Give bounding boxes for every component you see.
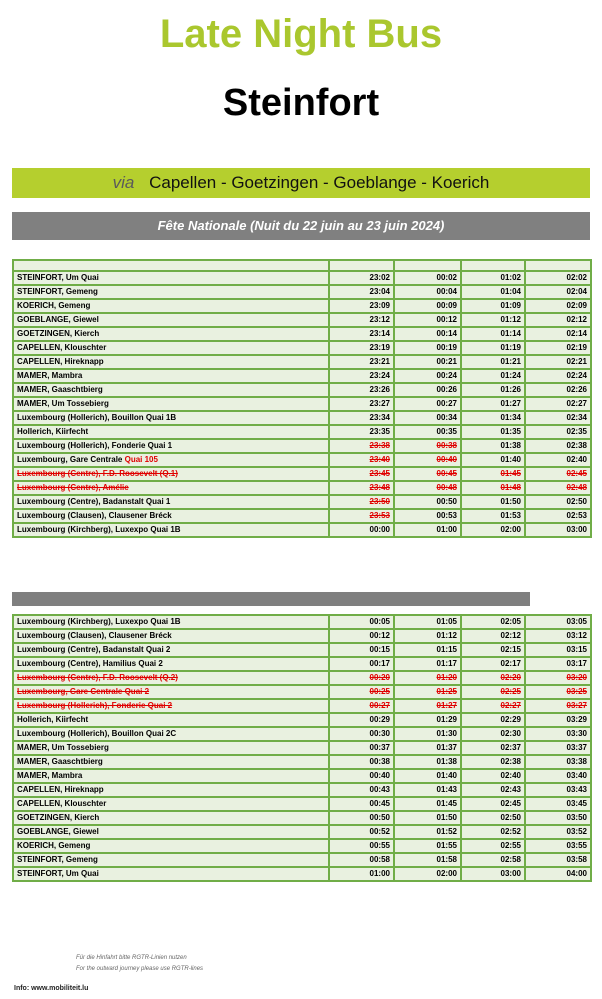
departure-time: 02:21 [525,355,591,369]
departure-time: 00:48 [394,481,461,495]
departure-time: 00:50 [329,811,394,825]
departure-time: 02:38 [461,755,525,769]
stop-name [13,769,329,783]
departure-time: 00:04 [394,285,461,299]
stop-label: KOERICH, Gemeng [17,301,91,310]
header-cell [329,260,394,271]
departure-time: 02:40 [461,769,525,783]
table-row [13,467,591,481]
footnote-de: Für die Hinfahrt bitte RGTR-Linien nutzen [76,955,187,961]
stop-label: Hollerich, Kiirfecht [17,427,89,436]
departure-time: 23:04 [329,285,394,299]
departure-time: 02:24 [525,369,591,383]
stop-name [13,481,329,495]
stop-label: CAPELLEN, Hireknapp [17,357,104,366]
departure-time: 23:50 [329,495,394,509]
stop-label: Luxembourg (Centre), Hamilius Quai 2 [17,659,163,668]
departure-time: 02:05 [461,615,525,629]
departure-time: 00:00 [329,523,394,537]
departure-time: 23:02 [329,271,394,285]
departure-time: 00:30 [329,727,394,741]
stop-name [13,643,329,657]
table-row [13,355,591,369]
departure-time: 03:58 [525,853,591,867]
via-label: via [112,173,135,192]
stop-label: Luxembourg (Hollerich), Bouillon Quai 2C [17,729,177,738]
table-row [13,327,591,341]
stop-label: MAMER, Mambra [17,371,83,380]
departure-time: 23:24 [329,369,394,383]
departure-time: 02:48 [525,481,591,495]
departure-time: 00:38 [329,755,394,769]
departure-time: 02:00 [394,867,461,881]
stop-label: Luxembourg (Clausen), Clausener Bréck [17,631,172,640]
departure-time: 02:00 [461,523,525,537]
departure-time: 00:09 [394,299,461,313]
departure-time: 23:45 [329,467,394,481]
stop-label: Hollerich, Kiirfecht [17,715,89,724]
departure-time: 23:40 [329,453,394,467]
stop-name [13,439,329,453]
table-row [13,769,591,783]
departure-time: 00:20 [329,671,394,685]
table-row [13,523,591,537]
stop-name [13,811,329,825]
departure-time: 01:38 [394,755,461,769]
departure-time: 02:19 [525,341,591,355]
table-row [13,825,591,839]
departure-time: 03:27 [525,699,591,713]
departure-time: 01:20 [394,671,461,685]
departure-time: 03:52 [525,825,591,839]
stop-label: CAPELLEN, Hireknapp [17,785,104,794]
departure-time: 01:37 [394,741,461,755]
departure-time: 01:30 [394,727,461,741]
departure-time: 02:50 [525,495,591,509]
departure-time: 00:02 [394,271,461,285]
departure-time: 02:26 [525,383,591,397]
stop-label: MAMER, Mambra [17,771,83,780]
departure-time: 01:58 [394,853,461,867]
departure-time: 00:21 [394,355,461,369]
departure-time: 00:26 [394,383,461,397]
departure-time: 01:09 [461,299,525,313]
departure-time: 02:53 [525,509,591,523]
table-row [13,313,591,327]
table-row [13,699,591,713]
table-header-row [13,260,591,271]
table-row [13,271,591,285]
stop-name [13,671,329,685]
departure-time: 02:45 [461,797,525,811]
table-row [13,755,591,769]
departure-time: 01:48 [461,481,525,495]
stop-name [13,467,329,481]
departure-time: 04:00 [525,867,591,881]
stop-name [13,411,329,425]
stop-name [13,369,329,383]
table-row [13,341,591,355]
footnote-en: For the outward journey please use RGTR-lines [76,966,204,972]
stop-label: Luxembourg (Kirchberg), Luxexpo Quai 1B [17,617,181,626]
departure-time: 02:58 [461,853,525,867]
departure-time: 01:00 [329,867,394,881]
departure-time: 03:37 [525,741,591,755]
stop-name [13,825,329,839]
stop-label: STEINFORT, Gemeng [17,855,98,864]
stop-label: Luxembourg (Hollerich), Fonderie Quai 2 [17,701,173,710]
table-row [13,369,591,383]
stop-name [13,425,329,439]
info-link[interactable]: Info: www.mobiliteit.lu [14,985,89,992]
departure-time: 01:40 [394,769,461,783]
stop-name [13,657,329,671]
departure-time: 00:55 [329,839,394,853]
stop-label: Luxembourg (Centre), Amélie [17,483,129,492]
departure-time: 01:12 [394,629,461,643]
stop-name [13,285,329,299]
departure-time: 01:27 [394,699,461,713]
table-row [13,397,591,411]
stop-label: GOEBLANGE, Giewel [17,315,99,324]
departure-time: 00:25 [329,685,394,699]
stop-label: MAMER, Gaaschtbierg [17,757,103,766]
departure-time: 02:09 [525,299,591,313]
table-row [13,383,591,397]
departure-time: 23:38 [329,439,394,453]
stop-name [13,839,329,853]
departure-time: 03:20 [525,671,591,685]
stop-name [13,341,329,355]
stop-label: Luxembourg (Hollerich), Fonderie Quai 1 [17,441,173,450]
stop-name [13,495,329,509]
stop-name [13,453,329,467]
departure-time: 23:12 [329,313,394,327]
departure-time: 01:29 [394,713,461,727]
table-row [13,657,591,671]
departure-time: 01:50 [394,811,461,825]
departure-time: 02:50 [461,811,525,825]
stop-name [13,727,329,741]
stop-label: STEINFORT, Um Quai [17,273,99,282]
stop-label: GOETZINGEN, Kierch [17,813,100,822]
stop-label: MAMER, Um Tossebierg [17,399,109,408]
departure-time: 02:38 [525,439,591,453]
departure-time: 01:04 [461,285,525,299]
departure-time: 00:52 [329,825,394,839]
departure-time: 02:45 [525,467,591,481]
departure-time: 23:26 [329,383,394,397]
stop-name [13,853,329,867]
table-row [13,615,591,629]
departure-time: 01:05 [394,615,461,629]
departure-time: 02:55 [461,839,525,853]
departure-time: 00:05 [329,615,394,629]
departure-time: 02:20 [461,671,525,685]
departure-time: 03:05 [525,615,591,629]
page-title: Late Night Bus [159,12,443,56]
table-row [13,727,591,741]
header-cell [13,260,329,271]
departure-time: 00:53 [394,509,461,523]
departure-time: 03:25 [525,685,591,699]
departure-time: 01:14 [461,327,525,341]
departure-time: 00:38 [394,439,461,453]
stop-name [13,271,329,285]
stop-label: KOERICH, Gemeng [17,841,91,850]
departure-time: 02:34 [525,411,591,425]
table-row [13,671,591,685]
stop-note: Quai 105 [124,455,158,464]
stop-label: STEINFORT, Gemeng [17,287,98,296]
departure-time: 02:12 [461,629,525,643]
departure-time: 02:43 [461,783,525,797]
table-row [13,495,591,509]
stop-label: MAMER, Gaaschtbierg [17,385,103,394]
departure-time: 02:35 [525,425,591,439]
departure-time: 03:40 [525,769,591,783]
departure-time: 23:14 [329,327,394,341]
departure-time: 23:53 [329,509,394,523]
departure-time: 03:30 [525,727,591,741]
table-row [13,509,591,523]
departure-time: 01:15 [394,643,461,657]
stop-name [13,755,329,769]
stop-label: Luxembourg (Kirchberg), Luxexpo Quai 1B [17,525,181,534]
stop-name [13,383,329,397]
departure-time: 00:12 [394,313,461,327]
stop-name [13,355,329,369]
stop-label: Luxembourg (Centre), F.D. Roosevelt (Q.1) [17,469,178,478]
departure-time: 00:34 [394,411,461,425]
departure-time: 02:17 [461,657,525,671]
departure-time: 02:27 [461,699,525,713]
departure-time: 02:29 [461,713,525,727]
departure-time: 03:43 [525,783,591,797]
stop-name [13,327,329,341]
table-row [13,839,591,853]
departure-time: 02:02 [525,271,591,285]
departure-time: 23:34 [329,411,394,425]
stop-label: Luxembourg (Clausen), Clausener Bréck [17,511,172,520]
departure-time: 01:25 [394,685,461,699]
departure-time: 01:02 [461,271,525,285]
table-row [13,643,591,657]
departure-time: 03:55 [525,839,591,853]
table-row [13,713,591,727]
stop-name [13,509,329,523]
departure-time: 02:15 [461,643,525,657]
stop-label: Luxembourg, Gare Centrale [17,455,123,464]
via-stops: Capellen - Goetzingen - Goeblange - Koerich [149,173,490,192]
stop-label: CAPELLEN, Klouschter [17,799,107,808]
departure-time: 01:19 [461,341,525,355]
departure-time: 03:50 [525,811,591,825]
departure-time: 01:35 [461,425,525,439]
departure-time: 03:17 [525,657,591,671]
departure-time: 02:40 [525,453,591,467]
table-row [13,797,591,811]
departure-time: 01:17 [394,657,461,671]
departure-time: 00:14 [394,327,461,341]
departure-time: 00:37 [329,741,394,755]
stop-label: Luxembourg (Centre), Badanstalt Quai 1 [17,497,171,506]
departure-time: 01:21 [461,355,525,369]
return-timetable [12,614,592,882]
table-row [13,299,591,313]
departure-time: 03:45 [525,797,591,811]
table-row [13,811,591,825]
departure-time: 00:12 [329,629,394,643]
departure-time: 01:26 [461,383,525,397]
departure-time: 02:30 [461,727,525,741]
departure-time: 23:21 [329,355,394,369]
departure-time: 01:34 [461,411,525,425]
stop-name [13,397,329,411]
departure-time: 02:04 [525,285,591,299]
departure-time: 01:38 [461,439,525,453]
table-row [13,629,591,643]
departure-time: 00:27 [394,397,461,411]
departure-time: 01:43 [394,783,461,797]
departure-time: 01:00 [394,523,461,537]
departure-time: 00:17 [329,657,394,671]
departure-time: 03:29 [525,713,591,727]
departure-time: 00:27 [329,699,394,713]
departure-time: 01:12 [461,313,525,327]
departure-time: 00:24 [394,369,461,383]
departure-time: 02:25 [461,685,525,699]
stop-label: Luxembourg (Centre), F.D. Roosevelt (Q.2) [17,673,178,682]
stop-name [13,713,329,727]
departure-time: 23:27 [329,397,394,411]
departure-time: 03:00 [525,523,591,537]
table-row [13,481,591,495]
stop-label: Luxembourg (Centre), Badanstalt Quai 2 [17,645,171,654]
section-divider [12,592,530,606]
via-bar [12,168,590,198]
departure-time: 02:27 [525,397,591,411]
departure-time: 00:35 [394,425,461,439]
departure-time: 00:15 [329,643,394,657]
departure-time: 00:40 [329,769,394,783]
departure-time: 01:52 [394,825,461,839]
table-row [13,783,591,797]
table-row [13,741,591,755]
stop-name [13,685,329,699]
departure-time: 00:29 [329,713,394,727]
departure-time: 23:19 [329,341,394,355]
departure-time: 03:00 [461,867,525,881]
header-cell [461,260,525,271]
departure-time: 00:43 [329,783,394,797]
stop-name [13,313,329,327]
destination-title: Steinfort [222,82,380,124]
occasion-banner: Fête Nationale (Nuit du 22 juin au 23 juin 2024) [12,212,590,240]
stop-label: STEINFORT, Um Quai [17,869,99,878]
header-cell [394,260,461,271]
departure-time: 02:37 [461,741,525,755]
stop-label: CAPELLEN, Klouschter [17,343,107,352]
departure-time: 03:12 [525,629,591,643]
stop-name [13,299,329,313]
departure-time: 00:50 [394,495,461,509]
departure-time: 00:19 [394,341,461,355]
table-row [13,685,591,699]
stop-name [13,699,329,713]
departure-time: 01:45 [461,467,525,481]
stop-label: MAMER, Um Tossebierg [17,743,109,752]
stop-name [13,615,329,629]
stop-label: Luxembourg, Gare Centrale Quai 2 [17,687,150,696]
stop-name [13,797,329,811]
departure-time: 00:58 [329,853,394,867]
stop-name [13,741,329,755]
stop-label: GOEBLANGE, Giewel [17,827,99,836]
table-row [13,285,591,299]
table-row [13,867,591,881]
stop-name [13,867,329,881]
table-row [13,853,591,867]
departure-time: 02:12 [525,313,591,327]
departure-time: 00:45 [329,797,394,811]
departure-time: 01:27 [461,397,525,411]
departure-time: 03:38 [525,755,591,769]
stop-name [13,629,329,643]
stop-name [13,523,329,537]
table-row [13,411,591,425]
departure-time: 01:55 [394,839,461,853]
departure-time: 01:50 [461,495,525,509]
outbound-timetable [12,259,592,538]
departure-time: 00:45 [394,467,461,481]
departure-time: 23:35 [329,425,394,439]
departure-time: 23:09 [329,299,394,313]
header-cell [525,260,591,271]
departure-time: 02:14 [525,327,591,341]
departure-time: 01:53 [461,509,525,523]
departure-time: 02:52 [461,825,525,839]
departure-time: 00:40 [394,453,461,467]
departure-time: 01:45 [394,797,461,811]
stop-label: Luxembourg (Hollerich), Bouillon Quai 1B [17,413,177,422]
table-row [13,453,591,467]
departure-time: 03:15 [525,643,591,657]
departure-time: 01:40 [461,453,525,467]
table-row [13,439,591,453]
departure-time: 23:48 [329,481,394,495]
departure-time: 01:24 [461,369,525,383]
stop-name [13,783,329,797]
table-row [13,425,591,439]
stop-label: GOETZINGEN, Kierch [17,329,100,338]
